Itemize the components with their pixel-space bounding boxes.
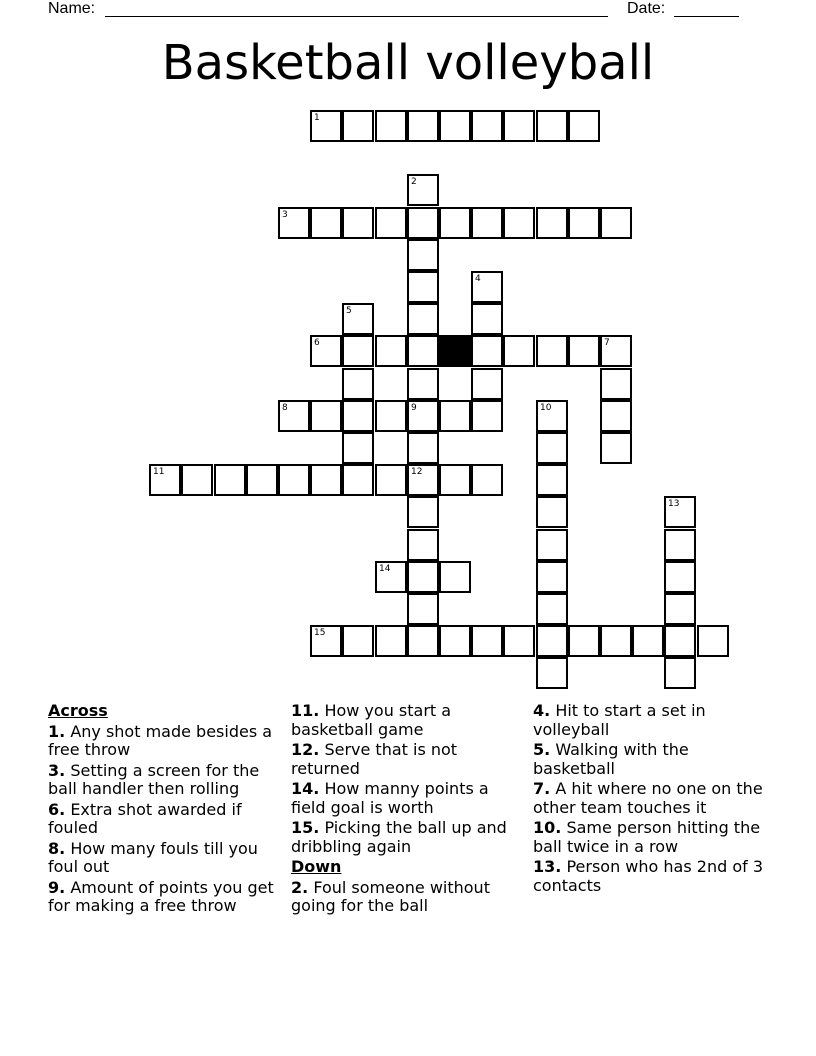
grid-cell[interactable] <box>664 625 696 657</box>
grid-cell[interactable] <box>568 335 600 367</box>
grid-cell[interactable] <box>503 110 535 142</box>
clue-text: Walking with the basketball <box>533 740 689 778</box>
grid-cell[interactable] <box>342 335 374 367</box>
grid-cell[interactable] <box>536 207 568 239</box>
clue-across-9 <box>48 879 284 916</box>
grid-cell[interactable] <box>375 400 407 432</box>
clue-across-3 <box>48 762 284 799</box>
grid-cell[interactable] <box>471 303 503 335</box>
grid-cell[interactable] <box>407 529 439 561</box>
grid-cell[interactable] <box>568 625 600 657</box>
grid-cell[interactable] <box>375 625 407 657</box>
cell-number: 9 <box>411 403 417 413</box>
grid-cell[interactable] <box>407 239 439 271</box>
clue-across-12 <box>291 741 527 778</box>
clue-text: Extra shot awarded if fouled <box>48 799 242 837</box>
grid-cell[interactable] <box>471 110 503 142</box>
date-label: Date: <box>627 0 666 17</box>
grid-cell[interactable] <box>536 496 568 528</box>
grid-cell[interactable] <box>439 110 471 142</box>
clue-number: 7. <box>533 779 551 798</box>
grid-cell[interactable] <box>407 174 439 206</box>
grid-cell[interactable] <box>536 335 568 367</box>
grid-cell[interactable] <box>310 400 342 432</box>
cell-number: 3 <box>282 210 288 220</box>
clue-text: How manny points a field goal is worth <box>291 779 489 817</box>
clue-text: Person who has 2nd of 3 contacts <box>533 857 764 895</box>
clue-text: Same person hitting the ball twice in a row <box>533 818 761 856</box>
grid-cell[interactable] <box>664 529 696 561</box>
grid-cell[interactable] <box>536 400 568 432</box>
grid-cell[interactable] <box>375 207 407 239</box>
clues-column-3 <box>533 702 773 897</box>
clue-text: Serve that is not returned <box>291 740 458 778</box>
grid-cell[interactable] <box>407 496 439 528</box>
grid-cell[interactable] <box>471 464 503 496</box>
clue-text: Setting a screen for the ball handler then rolling <box>48 760 260 798</box>
cell-number: 7 <box>604 338 610 348</box>
clue-number: 13. <box>533 857 562 876</box>
grid-cell[interactable] <box>536 625 568 657</box>
clue-down-13 <box>533 858 773 895</box>
grid-cell[interactable] <box>310 207 342 239</box>
grid-cell[interactable] <box>600 207 632 239</box>
grid-cell[interactable] <box>310 110 342 142</box>
grid-cell[interactable] <box>407 368 439 400</box>
grid-cell[interactable] <box>407 432 439 464</box>
clue-across-15 <box>291 819 527 856</box>
grid-cell[interactable] <box>407 110 439 142</box>
cell-number: 13 <box>668 499 680 509</box>
grid-cell[interactable] <box>342 625 374 657</box>
grid-cell[interactable] <box>439 400 471 432</box>
grid-cell[interactable] <box>407 625 439 657</box>
grid-cell[interactable] <box>600 335 632 367</box>
grid-cell[interactable] <box>471 400 503 432</box>
grid-cell[interactable] <box>342 368 374 400</box>
grid-cell[interactable] <box>439 464 471 496</box>
grid-cell[interactable] <box>439 561 471 593</box>
grid-cell[interactable] <box>342 303 374 335</box>
grid-cell[interactable] <box>568 110 600 142</box>
cell-number: 8 <box>282 403 288 413</box>
across-heading: Across <box>48 701 108 720</box>
grid-cell[interactable] <box>568 207 600 239</box>
clue-across-14 <box>291 780 527 817</box>
grid-cell[interactable] <box>407 335 439 367</box>
clue-number: 6. <box>48 799 66 819</box>
clue-number: 15. <box>291 818 320 837</box>
grid-cell[interactable] <box>536 593 568 625</box>
grid-cell[interactable] <box>310 464 342 496</box>
cell-number: 14 <box>379 564 391 574</box>
clue-down-7 <box>533 780 773 817</box>
clues-column-2 <box>291 702 527 918</box>
clue-number: 12. <box>291 740 320 759</box>
cell-number: 10 <box>540 403 552 413</box>
grid-cell[interactable] <box>407 464 439 496</box>
grid-cell[interactable] <box>407 561 439 593</box>
clue-text: How many fouls till you foul out <box>48 838 258 876</box>
grid-cell[interactable] <box>536 529 568 561</box>
grid-cell[interactable] <box>600 432 632 464</box>
grid-cell[interactable] <box>471 335 503 367</box>
clue-across-11 <box>291 702 527 739</box>
clue-down-5 <box>533 741 773 778</box>
name-label: Name: <box>48 0 96 17</box>
grid-cell[interactable] <box>632 625 664 657</box>
grid-cell[interactable] <box>310 625 342 657</box>
clue-number: 4. <box>533 701 551 720</box>
clue-text: Hit to start a set in volleyball <box>533 701 706 739</box>
grid-cell[interactable] <box>471 207 503 239</box>
grid-cell[interactable] <box>342 110 374 142</box>
cell-number: 11 <box>153 467 165 477</box>
grid-cell[interactable] <box>471 625 503 657</box>
clue-number: 1. <box>48 721 66 741</box>
clue-down-4 <box>533 702 773 739</box>
grid-cell[interactable] <box>536 561 568 593</box>
grid-cell[interactable] <box>278 400 310 432</box>
cell-number: 1 <box>314 113 320 123</box>
clue-number: 8. <box>48 838 66 858</box>
clue-text: How you start a basketball game <box>291 701 452 739</box>
clue-number: 10. <box>533 818 562 837</box>
grid-cell[interactable] <box>342 464 374 496</box>
clue-number: 3. <box>48 760 66 780</box>
grid-cell[interactable] <box>536 432 568 464</box>
grid-cell[interactable] <box>375 561 407 593</box>
grid-block-cell <box>439 335 471 367</box>
grid-cell[interactable] <box>664 496 696 528</box>
clue-across-1 <box>48 723 284 760</box>
grid-cell[interactable] <box>278 207 310 239</box>
grid-cell[interactable] <box>503 625 535 657</box>
cell-number: 15 <box>314 628 326 638</box>
grid-cell[interactable] <box>246 464 278 496</box>
grid-cell[interactable] <box>181 464 213 496</box>
clue-number: 5. <box>533 740 551 759</box>
grid-cell[interactable] <box>503 207 535 239</box>
clue-text: Amount of points you get for making a free throw <box>48 877 274 915</box>
cell-number: 4 <box>475 274 481 284</box>
clue-across-6 <box>48 801 284 838</box>
grid-cell[interactable] <box>536 110 568 142</box>
grid-cell[interactable] <box>342 400 374 432</box>
grid-cell[interactable] <box>439 207 471 239</box>
grid-cell[interactable] <box>664 657 696 689</box>
clue-text: A hit where no one on the other team touches it <box>533 779 763 817</box>
grid-cell[interactable] <box>407 400 439 432</box>
grid-cell[interactable] <box>375 110 407 142</box>
clue-number: 14. <box>291 779 320 798</box>
grid-cell[interactable] <box>471 368 503 400</box>
grid-cell[interactable] <box>407 207 439 239</box>
clues-column-1 <box>48 702 284 918</box>
grid-cell[interactable] <box>664 593 696 625</box>
grid-cell[interactable] <box>342 432 374 464</box>
grid-cell[interactable] <box>310 335 342 367</box>
clue-number: 9. <box>48 877 66 897</box>
clue-down-10 <box>533 819 773 856</box>
cell-number: 12 <box>411 467 423 477</box>
clue-across-8 <box>48 840 284 877</box>
grid-cell[interactable] <box>439 625 471 657</box>
grid-cell[interactable] <box>342 207 374 239</box>
clue-down-2 <box>291 879 527 916</box>
clue-number: 11. <box>291 701 320 720</box>
grid-cell[interactable] <box>600 625 632 657</box>
cell-number: 5 <box>346 306 352 316</box>
grid-cell[interactable] <box>536 657 568 689</box>
grid-cell[interactable] <box>149 464 181 496</box>
grid-cell[interactable] <box>697 625 729 657</box>
cell-number: 2 <box>411 177 417 187</box>
grid-cell[interactable] <box>536 464 568 496</box>
grid-cell[interactable] <box>407 303 439 335</box>
grid-cell[interactable] <box>407 271 439 303</box>
grid-cell[interactable] <box>600 400 632 432</box>
clue-text: Any shot made besides a free throw <box>48 721 273 759</box>
grid-cell[interactable] <box>214 464 246 496</box>
cell-number: 6 <box>314 338 320 348</box>
grid-cell[interactable] <box>664 561 696 593</box>
puzzle-title: Basketball volleyball <box>161 35 655 91</box>
down-heading: Down <box>291 857 342 876</box>
grid-cell[interactable] <box>600 368 632 400</box>
clue-text: Picking the ball up and dribbling again <box>291 818 507 856</box>
grid-cell[interactable] <box>471 271 503 303</box>
grid-cell[interactable] <box>407 593 439 625</box>
clue-number: 2. <box>291 877 309 897</box>
grid-cell[interactable] <box>503 335 535 367</box>
grid-cell[interactable] <box>278 464 310 496</box>
clue-text: Foul someone without going for the ball <box>291 877 490 915</box>
grid-cell[interactable] <box>375 335 407 367</box>
grid-cell[interactable] <box>375 464 407 496</box>
